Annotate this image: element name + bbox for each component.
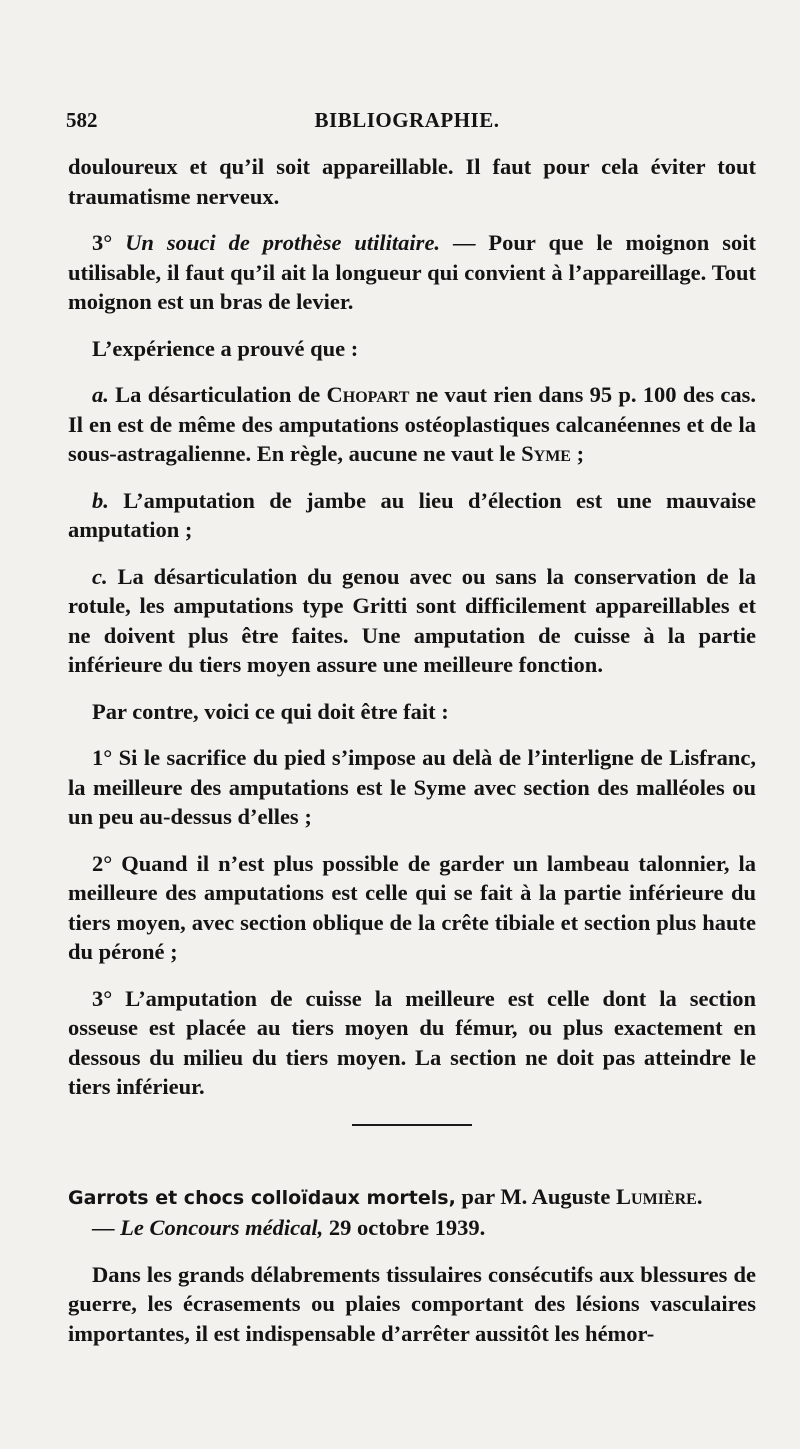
- reference-title: Garrots et chocs colloïdaux mortels,: [68, 1186, 456, 1209]
- page-header: [66, 108, 748, 140]
- item-letter: a.: [92, 382, 109, 407]
- paragraph-item-b: [68, 486, 756, 545]
- reference-line-1: [68, 1182, 756, 1214]
- paragraph-item-c: [68, 562, 756, 680]
- surgeon-name: Chopart: [326, 382, 410, 407]
- paragraph-text: ;: [570, 441, 585, 466]
- paragraph-prosthesis: [68, 228, 756, 317]
- paragraph-text: ne vaut rien dans 95 p. 100 des cas. Il en est de même des amputations ostéoplastiques calcanéennes et de la sous-astragalienne. En règle, aucune ne vaut le: [68, 382, 756, 466]
- reference-dash: —: [92, 1215, 121, 1240]
- reference-journal: Le Concours médical,: [120, 1215, 324, 1240]
- reference-by: par M. Auguste: [455, 1183, 617, 1209]
- list-number: 3°: [92, 230, 126, 255]
- paragraph-continuation: douloureux et qu’il soit appareillable. Il faut pour cela éviter tout traumatisme nerveux.: [68, 154, 756, 209]
- paragraph-however: Par contre, voici ce qui doit être fait :: [92, 698, 449, 724]
- item-letter: c.: [92, 563, 108, 589]
- page-body: [68, 152, 756, 1365]
- paragraph-text: La désarticulation du genou avec ou sans la conservation de la rotule, les amputations type Gritti sont difficilement appareillables et ne doivent plus être faites. Une amputation de cuisse à la partie inférieure du tiers moyen assure une meilleure fonction.: [68, 563, 756, 677]
- section-heading-italic: Un souci de prothèse utilitaire.: [125, 230, 441, 255]
- bibliography-entry: [68, 1182, 756, 1243]
- paragraph-point-3: 3° L’amputation de cuisse la meilleure est celle dont la section osseuse est placée au tiers moyen du fémur, ou plus exactement en dessous du milieu du tiers moyen. La section ne doit pas atteindre le tiers inférieur.: [68, 985, 756, 1099]
- reference-date: 29 octobre 1939.: [323, 1215, 486, 1240]
- running-head: BIBLIOGRAPHIE.: [314, 108, 500, 132]
- reference-line-2: [68, 1213, 756, 1243]
- paragraph-experience: L’expérience a prouvé que :: [92, 335, 359, 361]
- item-letter: b.: [92, 487, 109, 513]
- section-divider: [352, 1124, 472, 1126]
- paragraph-point-2: 2° Quand il n’est plus possible de garder un lambeau talonnier, la meilleure des amputations est celle qui se fait à la partie inférieure du tiers moyen, avec section oblique de la crête tibiale et section plus haute du péroné ;: [68, 850, 756, 964]
- paragraph-text: L’amputation de jambe au lieu d’élection est une mauvaise amputation ;: [68, 487, 756, 542]
- page-number: 582: [66, 108, 98, 132]
- paragraph-point-1: 1° Si le sacrifice du pied s’impose au delà de l’interligne de Lisfranc, la meilleure des amputations est le Syme avec section des malléoles ou un peu au-dessus d’elles ;: [68, 745, 756, 829]
- surgeon-name: Syme: [521, 441, 571, 466]
- paragraph-item-a: [68, 380, 756, 469]
- paragraph-text: La désarticulation de: [108, 382, 327, 407]
- paragraph-final: Dans les grands délabrements tissulaires consécutifs aux blessures de guerre, les écrasements ou plaies comportant des lésions vasculaires importantes, il est indispensable d’arrêter aussitôt les hémor-: [68, 1261, 756, 1346]
- paragraph-text: — Pour que le moignon soit utilisable, il faut qu’il ait la longueur qui convient à l’appareillage. Tout moignon est un bras de levier.: [68, 230, 757, 314]
- reference-author: Lumière.: [616, 1183, 703, 1209]
